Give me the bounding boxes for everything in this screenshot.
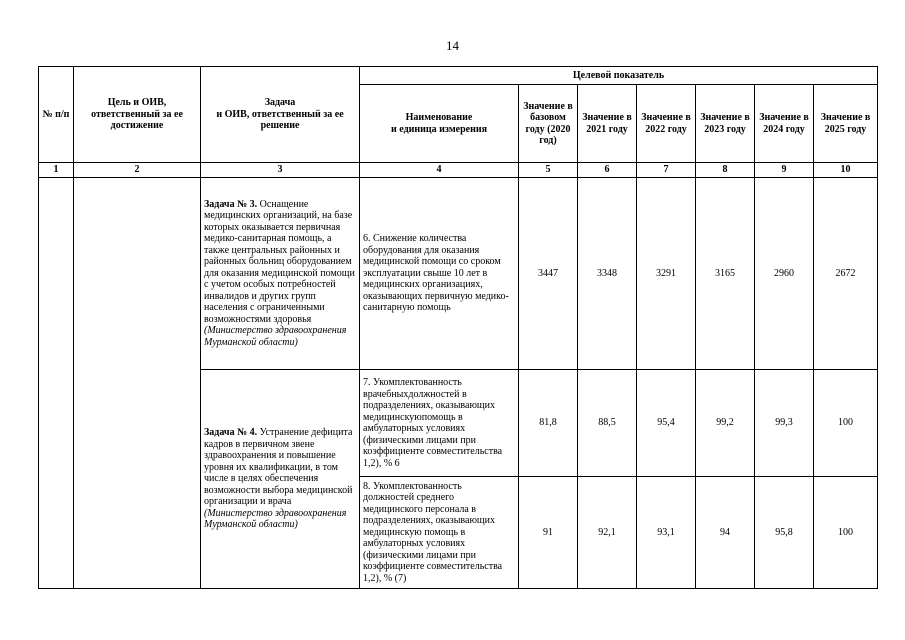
header-target-indicator: Целевой показатель <box>360 67 878 85</box>
header-task-line2: и ОИВ, ответственный за ее решение <box>216 108 344 132</box>
indicator-6-2023: 3165 <box>696 178 755 370</box>
header-name-line1: Наименование <box>405 112 473 123</box>
header-row-1 <box>39 67 878 85</box>
indicator-6-base: 3447 <box>519 178 578 370</box>
task-4-responsible: (Министерство здравоохранения Мурманской области) <box>204 507 347 531</box>
header-base-value: Значение в базовом году (2020 год) <box>519 85 578 163</box>
indicator-7-name: 7. Укомплектованность врачебныхдолжностей в подразделениях, оказывающих медицинскуюпомощь в амбулаторных условиях (физическими лицами при коэффициенте совместительства 1,2), % 6 <box>360 370 519 477</box>
header-indicator-name <box>360 85 519 163</box>
task-3-text: Оснащение медицинских организаций, на базе которых оказывается первичная медико-санитарная помощь, а также центральных районных и районных больниц оборудованием для оказания медицинской помощи с учетом особых потребностей инвалидов и других групп населения с ограниченными возможностями здоровья <box>204 198 355 325</box>
column-number: 9 <box>755 163 814 178</box>
table-row-task3 <box>39 178 878 370</box>
column-number: 8 <box>696 163 755 178</box>
column-number: 4 <box>360 163 519 178</box>
header-name-line2: и единица измерения <box>391 123 487 135</box>
indicator-8-base: 91 <box>519 477 578 589</box>
indicator-6-2022: 3291 <box>637 178 696 370</box>
indicator-8-2025: 100 <box>814 477 878 589</box>
indicator-7-2024: 99,3 <box>755 370 814 477</box>
column-number: 6 <box>578 163 637 178</box>
indicator-6-2025: 2672 <box>814 178 878 370</box>
column-number-row <box>39 163 878 178</box>
column-number: 1 <box>39 163 74 178</box>
indicator-6-name: 6. Снижение количества оборудования для оказания медицинской помощи со сроком эксплуатации свыше 10 лет в медицинских организациях, оказывающих первичную медико-санитарную помощь <box>360 178 519 370</box>
header-2022: Значение в 2022 году <box>637 85 696 163</box>
header-task-line1: Задача <box>264 97 296 109</box>
column-number: 2 <box>74 163 201 178</box>
column-number: 7 <box>637 163 696 178</box>
target-indicators-table <box>38 66 878 589</box>
indicator-7-base: 81,8 <box>519 370 578 477</box>
task-3-responsible: (Министерство здравоохранения Мурманской области) <box>204 325 347 348</box>
task-4-cell <box>201 370 360 589</box>
header-2021: Значение в 2021 году <box>578 85 637 163</box>
cell-goal-empty <box>74 178 201 589</box>
indicator-8-2024: 95,8 <box>755 477 814 589</box>
header-goal: Цель и ОИВ, ответственный за ее достижение <box>74 67 201 163</box>
indicator-8-2021: 92,1 <box>578 477 637 589</box>
indicator-8-2023: 94 <box>696 477 755 589</box>
page-number: 14 <box>446 38 459 53</box>
indicator-8-name: 8. Укомплектованность должностей среднего медицинского персонала в подразделениях, оказывающих медицинскую помощь в амбулаторных условиях (физическими лицами при коэффициенте совместительства 1,2), % (7) <box>360 477 519 589</box>
header-number: № п/п <box>39 67 74 163</box>
header-2025: Значение в 2025 году <box>814 85 878 163</box>
indicator-8-2022: 93,1 <box>637 477 696 589</box>
task-4-title: Задача № 4. <box>204 427 258 439</box>
column-number: 10 <box>814 163 878 178</box>
column-number: 5 <box>519 163 578 178</box>
column-number: 3 <box>201 163 360 178</box>
header-task <box>201 67 360 163</box>
header-2023: Значение в 2023 году <box>696 85 755 163</box>
indicator-7-2025: 100 <box>814 370 878 477</box>
indicator-7-2022: 95,4 <box>637 370 696 477</box>
indicator-6-2024: 2960 <box>755 178 814 370</box>
task-3-cell <box>201 178 360 370</box>
header-2024: Значение в 2024 году <box>755 85 814 163</box>
task-3-title: Задача № 3. <box>204 198 258 210</box>
indicator-7-2023: 99,2 <box>696 370 755 477</box>
indicator-7-2021: 88,5 <box>578 370 637 477</box>
task-4-text: Устранение дефицита кадров в первичном звене здравоохранения и повышение уровня их квалификации, в том числе в целях обеспечения возможности выбора медицинской организации и врача <box>204 427 353 508</box>
indicator-6-2021: 3348 <box>578 178 637 370</box>
cell-number-empty <box>39 178 74 589</box>
